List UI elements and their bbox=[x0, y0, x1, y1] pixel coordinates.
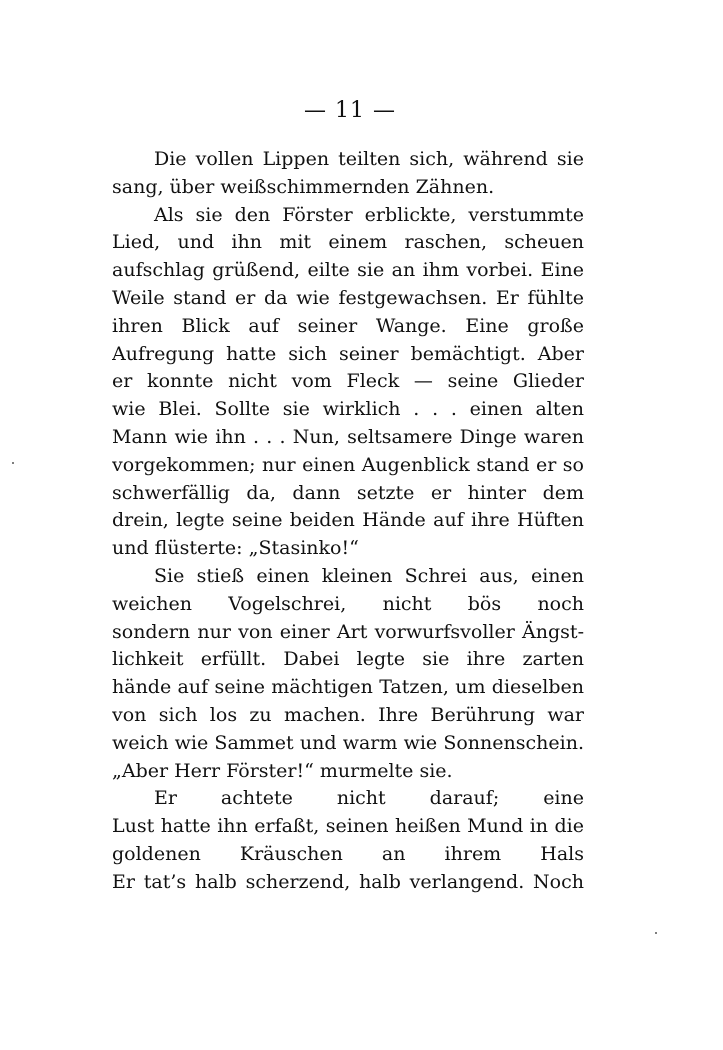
text-line: wie Blei. Sollte sie wirklich . . . einen alten bbox=[112, 398, 584, 421]
text-line: weichen Vogelschrei, nicht bös noch bbox=[112, 592, 584, 615]
text-line: Aufregung hatte sich seiner bemächtigt. Aber bbox=[112, 342, 584, 365]
text-line: sondern nur von einer Art vorwurfsvoller Ängst- bbox=[112, 620, 584, 643]
text-line: Weile stand er da wie festgewachsen. Er fühlte bbox=[112, 286, 584, 309]
page-number: — 11 — bbox=[304, 98, 396, 123]
text-line: und flüsterte: „Stasinko!“ bbox=[112, 537, 359, 560]
text-line: Mann wie ihn . . . Nun, seltsamere Dinge waren bbox=[112, 425, 584, 448]
text-line: goldenen Kräuschen an ihrem Hals bbox=[112, 842, 584, 865]
text-line: vorgekommen; nur einen Augenblick stand er so bbox=[112, 453, 584, 476]
text-line: aufschlag grüßend, eilte sie an ihm vorbei. Eine bbox=[112, 259, 584, 282]
text-line: er konnte nicht vom Fleck — seine Glieder bbox=[112, 370, 584, 393]
text-line: Er achtete nicht darauf; eine bbox=[154, 787, 584, 810]
text-line: Lied, und ihn mit einem raschen, scheuen bbox=[112, 231, 584, 254]
body-text bbox=[112, 146, 584, 897]
text-line: drein, legte seine beiden Hände auf ihre Hüften bbox=[112, 509, 584, 532]
text-line: Lust hatte ihn erfaßt, seinen heißen Mund in die bbox=[112, 815, 584, 838]
text-line: von sich los zu machen. Ihre Berührung war bbox=[112, 703, 584, 726]
text-line: weich wie Sammet und warm wie Sonnenschein. bbox=[112, 731, 584, 754]
text-line: Die vollen Lippen teilten sich, während sie bbox=[154, 148, 584, 170]
text-line: hände auf seine mächtigen Tatzen, um dieselben bbox=[112, 676, 584, 699]
text-line: ihren Blick auf seiner Wange. Eine große bbox=[112, 314, 584, 337]
text-line: Als sie den Förster erblickte, verstummte bbox=[154, 203, 584, 226]
text-line: schwerfällig da, dann setzte er hinter dem bbox=[112, 481, 584, 504]
scan-speck bbox=[12, 462, 14, 464]
text-line: Er tat’s halb scherzend, halb verlangend. Noch bbox=[112, 870, 584, 893]
text-line: „Aber Herr Förster!“ murmelte sie. bbox=[112, 759, 453, 782]
text-line: lichkeit erfüllt. Dabei legte sie ihre zarten bbox=[112, 648, 584, 671]
scan-speck bbox=[655, 932, 657, 934]
text-line: sang, über weißschimmernden Zähnen. bbox=[112, 175, 495, 198]
text-line: Sie stieß einen kleinen Schrei aus, einen bbox=[154, 564, 584, 587]
